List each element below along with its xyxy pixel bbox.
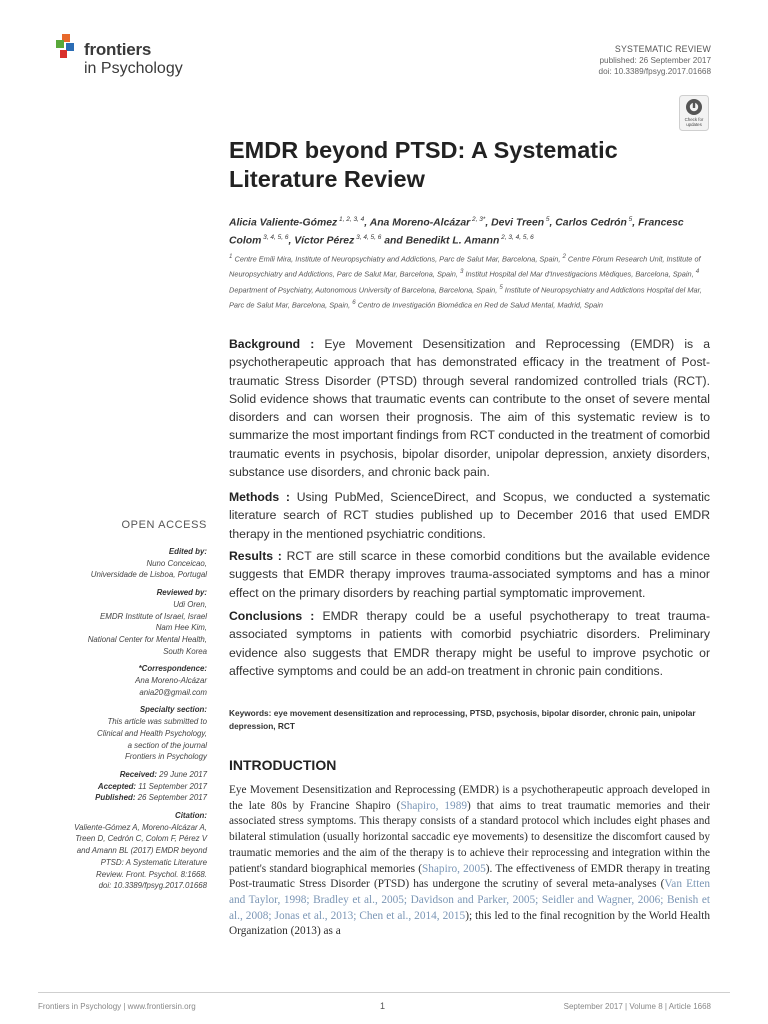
sidebar-line: South Korea — [163, 646, 207, 656]
author-affiliation-marker: 3, 4, 5, 6 — [354, 234, 382, 242]
sidebar-line: and Amann BL (2017) EMDR beyond — [76, 846, 207, 856]
article-title: EMDR beyond PTSD: A Systematic Literature Review — [229, 137, 618, 192]
keywords-label: Keywords: — [229, 708, 272, 718]
methods-text: Using PubMed, ScienceDirect, and Scopus, we conducted a systematic literature search of RCT studies published up to December 2016 that used EMDR therapy in the mentioned psychiatric conditions. — [229, 490, 711, 541]
affiliation-number: 1 — [229, 253, 233, 260]
author-name[interactable]: Benedikt L. Amann — [405, 235, 500, 247]
footer-issue-info: September 2017 | Volume 8 | Article 1668 — [563, 1002, 711, 1011]
correspondence-label: *Correspondence: — [138, 664, 207, 674]
sidebar-line: Universidade de Lisboa, Portugal — [90, 570, 207, 580]
article-info-sidebar — [55, 546, 207, 892]
editor-list — [55, 558, 207, 581]
sidebar-line: This article was submitted to — [107, 717, 207, 727]
article-meta — [599, 44, 711, 77]
reviewed-label: Reviewed by: — [156, 588, 207, 598]
author-name[interactable]: Víctor Pérez — [294, 235, 355, 247]
sidebar-line: Nam Hee Kim, — [155, 623, 207, 633]
intro-text: Eye Movement Desensitization and Reprocessing (EMDR) is a psychotherapeutic approach developed in the late 80s by Francine Shapiro ( — [229, 784, 710, 812]
affiliation-number: 4 — [695, 268, 700, 276]
citation-list — [55, 822, 207, 892]
sidebar-line: Nuno Conceicao, — [146, 558, 207, 568]
intro-text: ); this led to the final recognition by the World Health Organization (2013) as a — [229, 909, 710, 938]
sidebar-line: Udi Oren, — [173, 599, 207, 609]
introduction-heading: INTRODUCTION — [229, 757, 337, 773]
author-affiliation-marker: 3, 4, 5, 6 — [261, 234, 289, 242]
citation-link[interactable]: Shapiro, 2005 — [421, 862, 486, 875]
affiliation-number: 2 — [562, 253, 566, 260]
page-number: 1 — [380, 1001, 386, 1011]
citation-link[interactable]: Shapiro, 1989 — [400, 799, 467, 812]
author-affiliation-marker: 5 — [544, 216, 550, 223]
author-list: Alicia Valiente-Gómez $^{1, 2, 3, 4}$, Ana Moreno-Alcázar $^{2, 3*}$, Devi Treen $^5$, Carlos Cedrón $^5$, Francesc Colom $^{3, 4, 5, 6}$, Víctor Pérez $^{3, 4, 5, 6}$ and Benedikt L. Amann $^{2, 3, 4, 5, 6}$ — [229, 216, 684, 247]
affiliation-text: Centre Fòrum Research Unit, Institute of Neuropsychiatry and Addictions, Parc de Salut Mar, Barcelona, Spain, — [229, 254, 701, 279]
affiliation-text: Centre Emili Mira, Institute of Neuropsychiatry and Addictions, Parc de Salut Mar, Barcelona, Spain, — [232, 254, 563, 264]
keywords — [229, 707, 710, 732]
footer-journal-link[interactable]: Frontiers in Psychology | www.frontiersin.org — [38, 1002, 196, 1011]
badge-text-1: Check for — [684, 117, 704, 122]
check-for-updates-icon[interactable] — [679, 95, 709, 131]
conclusions-label: Conclusions : — [229, 609, 315, 623]
author-affiliation-marker: 5 — [626, 216, 633, 223]
sidebar-line: Frontiers in Psychology — [124, 752, 207, 762]
results-text: RCT are still scarce in these comorbid conditions but the available evidence suggests that EMDR therapy improves trauma-associated symptoms and has a minor effect on the primary disorders by reaching partial symptomatic improvement. — [229, 549, 710, 600]
intro-text: ) that aims to treat traumatic memories and their associated stress symptoms. This therapy consists of a standard protocol which includes eight phases and bilateral stimulation (usually horizontal saccadic eye movements) to desensitize the discomfort caused by traumatic memories and the aim of the therapy is to achieve their reprocessing and integration within the patient's standard biographical memories ( — [229, 799, 710, 875]
journal-name: in Psychology — [84, 60, 183, 77]
author-affiliation-marker: 2, 3* — [470, 216, 486, 223]
keywords-text: eye movement desensitization and reprocessing, PTSD, psychosis, bipolar disorder, chronic pain, unipolar depression, RCT — [229, 708, 696, 731]
sidebar-line: Treen D, Cedrón C, Colom F, Pérez V — [75, 834, 207, 844]
background-text: Eye Movement Desensitization and Reprocessing (EMDR) is a psychotherapeutic approach that has demonstrated efficacy in the treatment of Post-traumatic Stress Disorder (PTSD) through several randomized controlled trials (RCT). Solid evidence shows that traumatic events can contribute to the onset of severe mental disorders and can worsen their prognosis. The aim of this systematic review is to summarize the most important findings from RCT conducted in the treatment of comorbid traumatic events in psychosis, bipolar disorder, unipolar depression, anxiety disorders, substance use disorders, and chronic back pain. — [229, 337, 711, 480]
published-row: Published: 26 September 2017 — [95, 793, 207, 803]
edited-label: Edited by: — [168, 547, 207, 556]
sidebar-line: Review. Front. Psychol. 8:1668. — [96, 869, 207, 879]
sidebar-line: doi: 10.3389/fpsyg.2017.01668 — [98, 881, 207, 891]
author-name[interactable]: Carlos Cedrón — [555, 217, 627, 229]
affiliations — [229, 251, 707, 312]
results-label: Results : — [229, 549, 282, 563]
abstract-results — [229, 547, 710, 602]
doi-link[interactable]: doi: 10.3389/fpsyg.2017.01668 — [598, 67, 711, 76]
sidebar-line: Ana Moreno-Alcázar — [135, 676, 207, 686]
author-name[interactable]: Alicia Valiente-Gómez — [229, 217, 338, 229]
sidebar-line: a section of the journal — [127, 740, 207, 750]
footer-divider — [38, 992, 730, 993]
conclusions-text: EMDR therapy could be a useful psychotherapy to treat trauma-associated symptoms in patients with comorbid psychiatric disorders. Preliminary evidence also suggests that EMDR therapy might be useful to improve psychotic or affective symptoms and could be an add-on treatment in chronic pain conditions. — [229, 609, 711, 678]
abstract-background — [229, 335, 710, 481]
methods-label: Methods : — [229, 490, 290, 504]
affiliation-number: 5 — [499, 283, 503, 291]
sidebar-line: EMDR Institute of Israel, Israel — [100, 611, 207, 621]
author-affiliation-marker: 2, 3, 4, 5, 6 — [499, 234, 534, 242]
specialty-label: Specialty section: — [139, 705, 207, 715]
specialty-list — [55, 716, 207, 763]
badge-text-2: updates — [686, 122, 702, 127]
introduction-body — [229, 783, 710, 940]
abstract-conclusions — [229, 607, 710, 680]
citation-link[interactable]: Van Etten and Taylor, 1998; Bradley et al., 2005; Davidson and Parker, 2005; Seidler and Wagner, 2006; Benish et al., 2008; Jonas et al., 2013; Chen et al., 2014, 2015 — [229, 878, 710, 922]
sidebar-line: ania20@gmail.com — [139, 687, 207, 697]
open-access-label: OPEN ACCESS — [121, 519, 207, 531]
received-row: Received: 29 June 2017 — [119, 769, 207, 779]
abstract-methods — [229, 488, 710, 543]
affiliation-text: Centro de Investigación Biomédica en Red de Salud Mental, Madrid, Spain — [355, 300, 604, 310]
affiliation-number: 6 — [352, 298, 356, 306]
author-name[interactable]: Devi Treen — [491, 217, 545, 229]
accepted-row: Accepted: 11 September 2017 — [97, 781, 207, 791]
affiliation-number: 3 — [460, 268, 464, 276]
author-affiliation-marker: 1, 2, 3, 4 — [337, 216, 365, 223]
brand-name: frontiers — [84, 40, 152, 59]
sidebar-line: PTSD: A Systematic Literature — [100, 857, 207, 867]
background-label: Background : — [229, 337, 315, 351]
reviewer-list — [55, 599, 207, 658]
sidebar-line: Clinical and Health Psychology, — [97, 728, 207, 738]
intro-text: ). The effectiveness of EMDR therapy in treating Post-traumatic Stress Disorder (PTSD) has undergone the scrutiny of several meta-analyses ( — [229, 862, 711, 891]
author-name[interactable]: Francesc Colom — [229, 217, 684, 247]
article-type: SYSTEMATIC REVIEW — [614, 44, 711, 54]
sidebar-line: Valiente-Gómez A, Moreno-Alcázar A, — [74, 822, 207, 832]
correspondence-list — [55, 675, 207, 698]
published-date: published: 26 September 2017 — [599, 56, 711, 65]
affiliation-text: Institut Hospital del Mar d'Investigacions Mèdiques, Barcelona, Spain, — [463, 269, 696, 279]
affiliation-text: Department of Psychiatry, Autonomous University of Barcelona, Barcelona, Spain, — [229, 285, 500, 294]
citation-label: Citation: — [175, 811, 207, 821]
sidebar-line: National Center for Mental Health, — [87, 634, 207, 644]
affiliation-text: Institute of Neuropsychiatry and Addictions Hospital del Mar, Parc de Salut Mar, Barcelona, Spain, — [229, 285, 702, 310]
author-name[interactable]: Ana Moreno-Alcázar — [369, 217, 471, 229]
frontiers-logo-icon — [56, 34, 78, 60]
